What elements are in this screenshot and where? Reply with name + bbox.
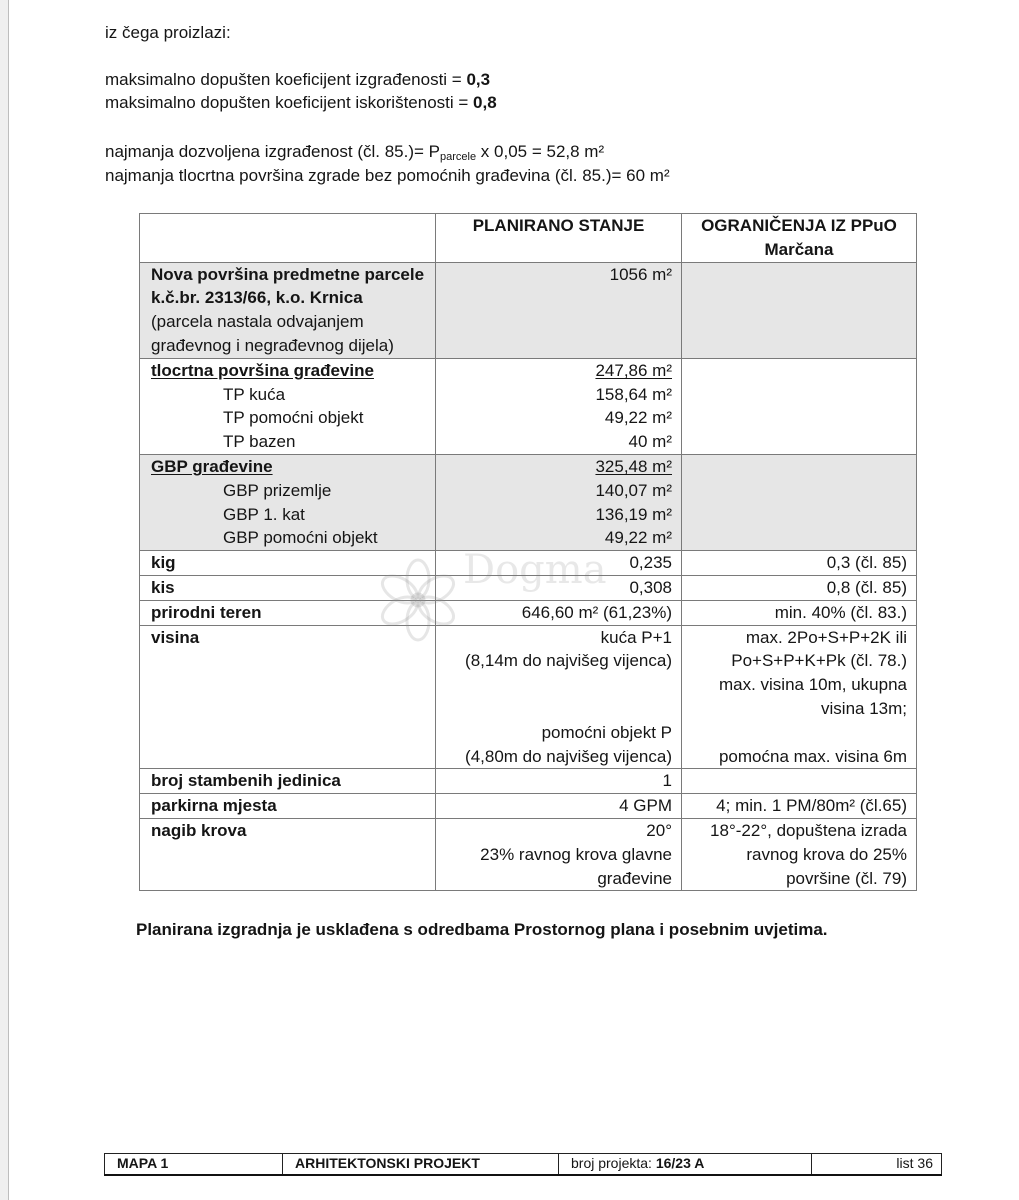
nagib-krova-limit-line: ravnog krova do 25% <box>746 844 907 864</box>
gbp-planned: 325,48 m² <box>595 456 672 476</box>
row-visina <box>140 625 917 769</box>
min-izgradenost-line <box>105 140 604 164</box>
nagib-krova-planned-line: građevine <box>597 868 672 888</box>
kig-limit-cell <box>682 551 917 576</box>
footer-sheet: list 36 <box>812 1154 942 1175</box>
gbp-item-value: 136,19 m² <box>595 504 672 524</box>
parkirna-mjesta-planned-cell <box>436 794 682 819</box>
coef-izgradenosti-value: 0,3 <box>466 70 491 89</box>
gbp-item-label: GBP prizemlje <box>223 480 332 500</box>
tlocrtna-label: tlocrtna površina građevine <box>151 360 374 380</box>
parkirna-mjesta-limit: 4; min. 1 PM/80m² (čl.65) <box>716 796 907 816</box>
coef-iskoristenosti-value: 0,8 <box>473 93 497 112</box>
coef-izgradenosti-label: maksimalno dopušten koeficijent izgrađenosti = <box>105 70 467 89</box>
visina-label-cell <box>140 625 436 769</box>
nagib-krova-limit-cell <box>682 818 917 890</box>
header-planned-cell <box>436 214 682 263</box>
parcela-planned: 1056 m² <box>609 264 672 284</box>
gbp-item-value: 140,07 m² <box>595 480 672 500</box>
footer-row <box>105 1154 942 1175</box>
tlocrtna-item-value: 40 m² <box>628 432 672 452</box>
kis-label: kis <box>151 577 175 597</box>
min-izgradenost-subscript: parcele <box>440 151 477 163</box>
visina-label: visina <box>151 627 200 647</box>
visina-limit-line: Po+S+P+K+Pk (čl. 78.) <box>731 651 907 671</box>
parcela-label-cell <box>140 262 436 358</box>
row-kig <box>140 551 917 576</box>
nagib-krova-label: nagib krova <box>151 820 247 840</box>
visina-limit-line: pomoćna max. visina 6m <box>718 746 907 766</box>
row-prirodni-teren <box>140 600 917 625</box>
gbp-planned-cell <box>436 454 682 550</box>
tlocrtna-item-label: TP kuća <box>223 384 286 404</box>
row-tlocrtna <box>140 358 917 454</box>
parkirna-mjesta-label-cell <box>140 794 436 819</box>
coef-izgradenosti-line <box>105 68 490 92</box>
kig-label-cell <box>140 551 436 576</box>
nagib-krova-label-cell <box>140 818 436 890</box>
gbp-label: GBP građevine <box>151 456 273 476</box>
kis-planned: 0,308 <box>629 577 672 597</box>
header-limits-line: OGRANIČENJA IZ PPuO <box>701 216 897 235</box>
nagib-krova-planned-cell <box>436 818 682 890</box>
visina-planned-cell <box>436 625 682 769</box>
parcela-label-line: (parcela nastala odvajanjem <box>151 312 364 332</box>
min-izgradenost-suffix: x 0,05 = 52,8 m² <box>476 142 605 161</box>
min-izgradenost-prefix: najmanja dozvoljena izgrađenost (čl. 85.)= P <box>105 142 440 161</box>
footer-project-number: 16/23 A <box>655 1155 705 1172</box>
kis-limit: 0,8 (čl. 85) <box>826 577 907 597</box>
visina-limit-cell <box>682 625 917 769</box>
broj-jedinica-label-cell <box>140 769 436 794</box>
row-gbp <box>140 454 917 550</box>
visina-planned-line: (8,14m do najvišeg vijenca) <box>465 651 672 671</box>
kig-planned: 0,235 <box>629 553 672 573</box>
visina-planned-line: kuća P+1 <box>600 627 672 647</box>
page-edge <box>0 0 9 1200</box>
parcela-label-line: Nova površina predmetne parcele <box>151 264 425 284</box>
parcela-limit-cell <box>682 262 917 358</box>
broj-jedinica-limit-cell <box>682 769 917 794</box>
footer-project <box>559 1154 812 1175</box>
parkirna-mjesta-label: parkirna mjesta <box>151 796 277 816</box>
tlocrtna-item-label: TP bazen <box>223 432 296 452</box>
prirodni-teren-label: prirodni teren <box>151 602 262 622</box>
visina-limit-line: visina 13m; <box>821 698 907 718</box>
footer-title-block <box>104 1153 942 1176</box>
table-header-row <box>140 214 917 263</box>
row-broj-jedinica <box>140 769 917 794</box>
gbp-limit-cell <box>682 454 917 550</box>
footer-project-label: broj projekta: <box>571 1155 656 1172</box>
header-planned: PLANIRANO STANJE <box>472 216 645 235</box>
row-parkirna-mjesta <box>140 794 917 819</box>
tlocrtna-planned-cell <box>436 358 682 454</box>
conclusion-text: Planirana izgradnja je usklađena s odredbama Prostornog plana i posebnim uvjetima. <box>136 920 828 939</box>
tlocrtna-label-cell <box>140 358 436 454</box>
prirodni-teren-limit-cell <box>682 600 917 625</box>
kis-limit-cell <box>682 575 917 600</box>
row-parcela <box>140 262 917 358</box>
parcela-label-line: građevnog i negrađevnog dijela) <box>151 335 394 355</box>
kig-planned-cell <box>436 551 682 576</box>
gbp-item-label: GBP 1. kat <box>223 504 305 524</box>
watermark-text: Dogma <box>463 547 607 593</box>
parcela-planned-cell <box>436 262 682 358</box>
nagib-krova-limit-line: površine (čl. 79) <box>786 868 907 888</box>
kis-label-cell <box>140 575 436 600</box>
nagib-krova-limit-line: 18°-22°, dopuštena izrada <box>710 820 907 840</box>
gbp-item-value: 49,22 m² <box>604 528 672 548</box>
broj-jedinica-planned: 1 <box>662 771 672 791</box>
min-tlocrtna-line: najmanja tlocrtna površina zgrade bez pomoćnih građevina (čl. 85.)= 60 m² <box>105 166 670 185</box>
tlocrtna-planned: 247,86 m² <box>595 360 672 380</box>
kig-label: kig <box>151 553 176 573</box>
broj-jedinica-planned-cell <box>436 769 682 794</box>
blank-line <box>436 697 672 721</box>
parcela-label-line: k.č.br. 2313/66, k.o. Krnica <box>151 288 363 308</box>
footer-title: ARHITEKTONSKI PROJEKT <box>283 1154 559 1175</box>
visina-limit-line: max. 2Po+S+P+2K ili <box>745 627 907 647</box>
broj-jedinica-label: broj stambenih jedinica <box>151 771 341 791</box>
visina-planned-line: (4,80m do najvišeg vijenca) <box>465 746 672 766</box>
header-limits-line: Marčana <box>764 239 834 259</box>
spec-table <box>139 213 917 891</box>
tlocrtna-item-value: 158,64 m² <box>595 384 672 404</box>
parkirna-mjesta-limit-cell <box>682 794 917 819</box>
visina-planned-line: pomoćni objekt P <box>541 722 672 742</box>
coef-iskoristenosti-label: maksimalno dopušten koeficijent iskorištenosti = <box>105 93 474 112</box>
footer-mapa: MAPA 1 <box>105 1154 283 1175</box>
coef-iskoristenosti-line <box>105 91 497 115</box>
gbp-item-label: GBP pomoćni objekt <box>223 528 378 548</box>
gbp-label-cell <box>140 454 436 550</box>
nagib-krova-planned-line: 20° <box>646 820 672 840</box>
header-empty-cell <box>140 214 436 263</box>
nagib-krova-planned-line: 23% ravnog krova glavne <box>480 844 672 864</box>
row-nagib-krova <box>140 818 917 890</box>
kig-limit: 0,3 (čl. 85) <box>826 553 907 573</box>
intro-heading: iz čega proizlazi: <box>105 23 231 42</box>
tlocrtna-limit-cell <box>682 358 917 454</box>
prirodni-teren-planned-cell <box>436 600 682 625</box>
visina-limit-line: max. visina 10m, ukupna <box>718 675 907 695</box>
prirodni-teren-label-cell <box>140 600 436 625</box>
header-limits-cell <box>682 214 917 263</box>
row-kis <box>140 575 917 600</box>
blank-line <box>682 721 907 745</box>
blank-line <box>436 673 672 697</box>
parkirna-mjesta-planned: 4 GPM <box>619 796 672 816</box>
tlocrtna-item-label: TP pomoćni objekt <box>223 408 364 428</box>
kis-planned-cell <box>436 575 682 600</box>
prirodni-teren-planned: 646,60 m² (61,23%) <box>521 602 672 622</box>
tlocrtna-item-value: 49,22 m² <box>604 408 672 428</box>
prirodni-teren-limit: min. 40% (čl. 83.) <box>774 602 907 622</box>
